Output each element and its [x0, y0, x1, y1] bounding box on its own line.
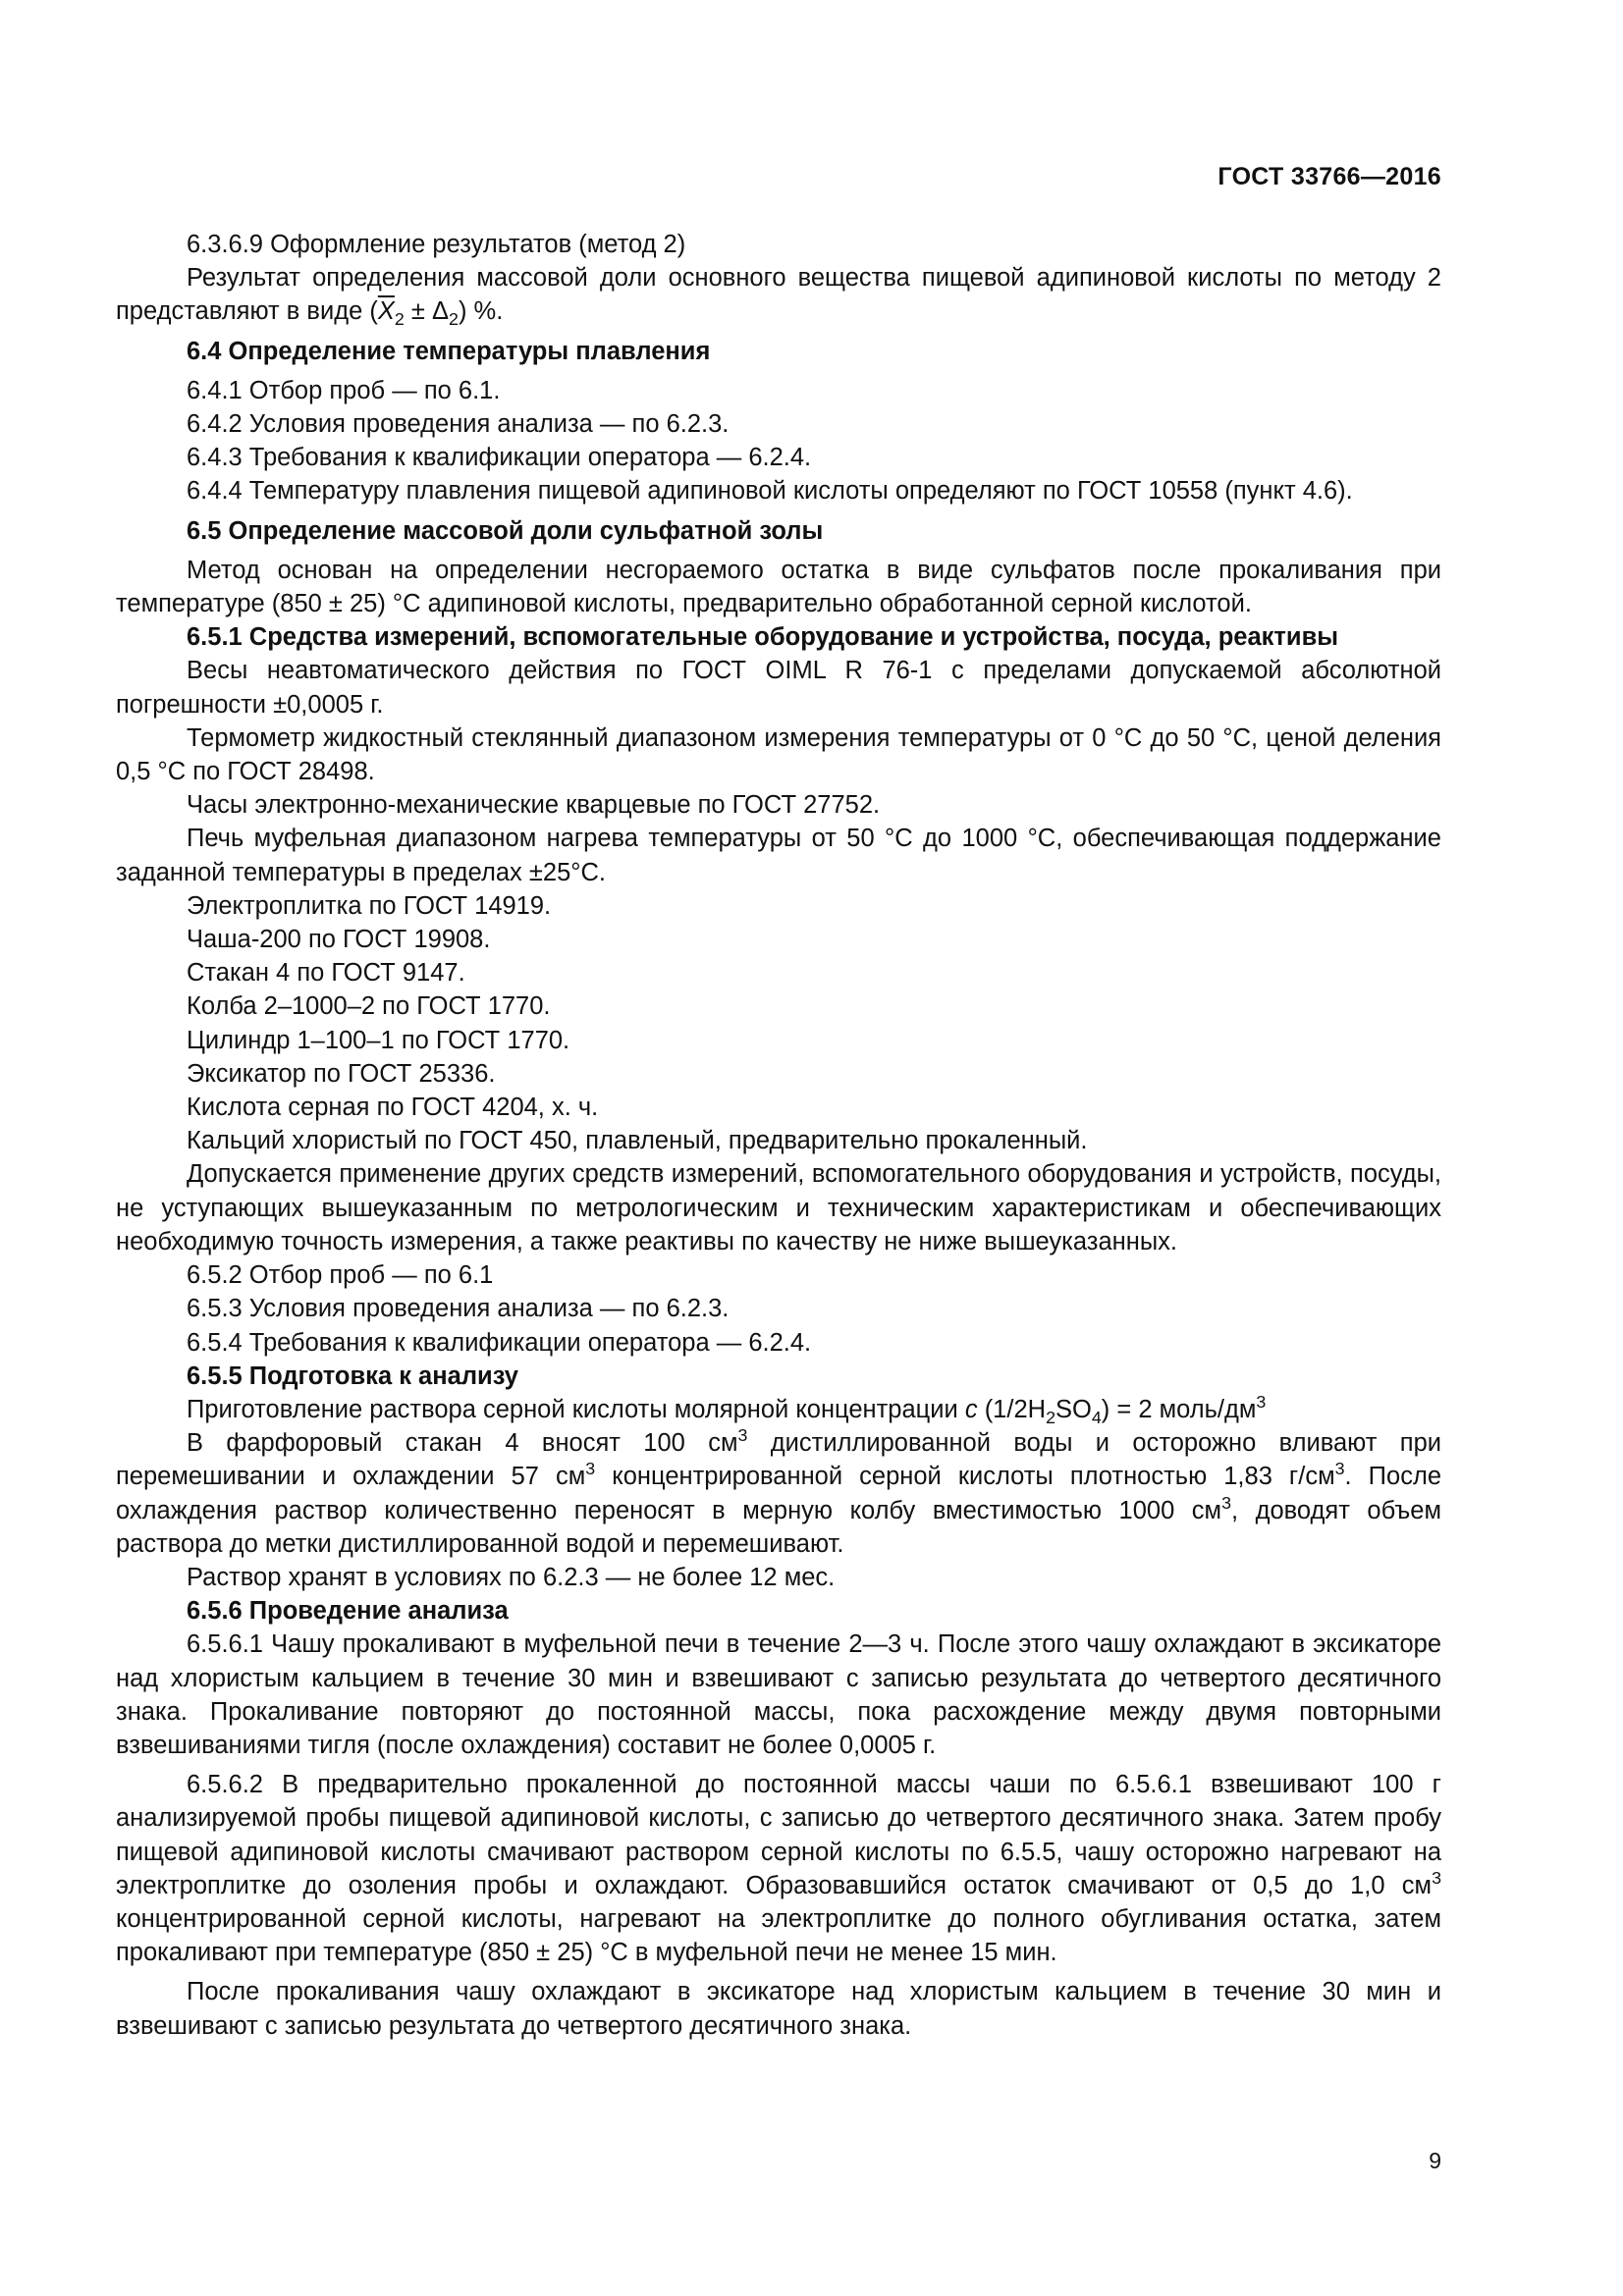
section-6-5-intro: Метод основан на определении несгораемого остатка в виде сульфатов после прокаливания при температуре (850 ± 25) °С адипиновой кислоты, предварительно обработанной серной кислотой.: [116, 556, 1441, 618]
equipment-item: Термометр жидкостный стеклянный диапазоном измерения температуры от 0 °С до 50 °С, ценой деления 0,5 °С по ГОСТ 28498.: [116, 723, 1441, 786]
clause-6-4-3: 6.4.3 Требования к квалификации оператора — 6.2.4.: [187, 444, 812, 472]
solution-storage-note: Раствор хранят в условиях по 6.2.3 — не более 12 мес.: [187, 1563, 836, 1591]
acid-solution-prep-title: Приготовление раствора серной кислоты молярной концентрации с $(1/2H_2SO_4) = 2$ моль/$дм^3$: [187, 1392, 1267, 1428]
section-6-5-heading: 6.5 Определение массовой доли сульфатной золы: [187, 516, 824, 545]
document-header: ГОСТ 33766—2016: [1217, 163, 1441, 190]
equipment-item: Кислота серная по ГОСТ 4204, х. ч.: [187, 1094, 599, 1122]
clause-6-5-3: 6.5.3 Условия проведения анализа — по 6.2.3.: [187, 1295, 730, 1323]
equipment-item: Чаша-200 по ГОСТ 19908.: [187, 926, 491, 954]
post-calcination-note: После прокаливания чашу охлаждают в эксикаторе над хлористым кальцием в течение 30 мин и взвешивают с записью результата до четвертого десятичного знака.: [116, 1978, 1441, 2040]
clause-6-4-1: 6.4.1 Отбор проб — по 6.1.: [187, 376, 501, 404]
equipment-alternatives-note: Допускается применение других средств измерений, вспомогательного оборудования и устройств, посуды, не уступающих вышеуказанным по метрологическим и техническим характеристикам и обеспечивающих необходимую точность измерения, а также реактивы по качеству не ниже вышеуказанных.: [116, 1160, 1441, 1255]
equipment-item: Весы неавтоматического действия по ГОСТ OIML R 76-1 с пределами допускаемой абсолютной погрешности ±0,0005 г.: [116, 657, 1441, 719]
clause-6-5-2: 6.5.2 Отбор проб — по 6.1: [187, 1261, 494, 1290]
section-6-4-heading: 6.4 Определение температуры плавления: [187, 337, 711, 365]
clause-6-3-6-9-body: Результат определения массовой доли основного вещества пищевой адипиновой кислоты по методу 2 представляют в виде $(\overline{X}_2 \pm \Delta_2)$ %.: [116, 264, 1441, 330]
document-body: [116, 228, 1441, 2043]
equipment-item: Эксикатор по ГОСТ 25336.: [187, 1059, 496, 1088]
acid-solution-prep-body: В фарфоровый стакан 4 вносят 100 $см^3$ дистиллированной воды и осторожно вливают при перемешивании и охлаждении 57 $см^3$ концентрированной серной кислоты плотностью 1,83 $г/см^3$. После охлаждения раствор количественно переносят в мерную колбу вместимостью 1000 $см^3$, доводят объем раствора до метки дистиллированной водой и перемешивают.: [116, 1425, 1442, 1558]
clause-6-5-6-1: 6.5.6.1 Чашу прокаливают в муфельной печи в течение 2—3 ч. После этого чашу охлаждают в эксикаторе над хлористым кальцием в течение 30 мин и взвешивают с записью результата до четвертого десятичного знака. Прокаливание повторяют до постоянной массы, пока расхождение между двумя повторными взвешиваниями тигля (после охлаждения) составит не более 0,0005 г.: [116, 1630, 1441, 1759]
clause-6-5-6-2: 6.5.6.2 В предварительно прокаленной до постоянной массы чаши по 6.5.6.1 взвешивают 100 г анализируемой пробы пищевой адипиновой кислоты, с записью до четвертого десятичного знака. Затем пробу пищевой адипиновой кислоты смачивают раствором серной кислоты по 6.5.5, чашу осторожно нагревают на электроплитке до озоления пробы и охлаждают. Образовавшийся остаток смачивают от 0,5 до 1,0 $см^3$ концентрированной серной кислоты, нагревают на электроплитке до полного обугливания остатка, затем прокаливают при температуре (850 ± 25) °С в муфельной печи не менее 15 мин.: [116, 1771, 1441, 1967]
clause-6-5-4: 6.5.4 Требования к квалификации оператора — 6.2.4.: [187, 1328, 812, 1357]
clause-6-4-2: 6.4.2 Условия проведения анализа — по 6.2.3.: [187, 410, 730, 439]
equipment-item: Кальций хлористый по ГОСТ 450, плавленый, предварительно прокаленный.: [187, 1127, 1088, 1155]
equipment-item: Электроплитка по ГОСТ 14919.: [187, 891, 552, 920]
equipment-item: Часы электронно-механические кварцевые по ГОСТ 27752.: [187, 791, 881, 820]
equipment-item: Колба 2–1000–2 по ГОСТ 1770.: [187, 992, 551, 1021]
page-number: 9: [1429, 2148, 1441, 2173]
section-6-5-5-heading: 6.5.5 Подготовка к анализу: [187, 1362, 518, 1390]
equipment-item: Цилиндр 1–100–1 по ГОСТ 1770.: [187, 1026, 570, 1054]
section-6-5-1-heading: 6.5.1 Средства измерений, вспомогательные оборудование и устройства, посуда, реактивы: [187, 623, 1339, 652]
clause-6-4-4: 6.4.4 Температуру плавления пищевой адипиновой кислоты определяют по ГОСТ 10558 (пункт 4.6).: [187, 477, 1353, 506]
section-6-5-6-heading: 6.5.6 Проведение анализа: [187, 1597, 509, 1626]
clause-6-3-6-9-title: 6.3.6.9 Оформление результатов (метод 2): [187, 231, 686, 258]
equipment-item: Стакан 4 по ГОСТ 9147.: [187, 959, 465, 988]
equipment-item: Печь муфельная диапазоном нагрева температуры от 50 °С до 1000 °С, обеспечивающая поддержание заданной температуры в пределах ±25°С.: [116, 825, 1441, 886]
